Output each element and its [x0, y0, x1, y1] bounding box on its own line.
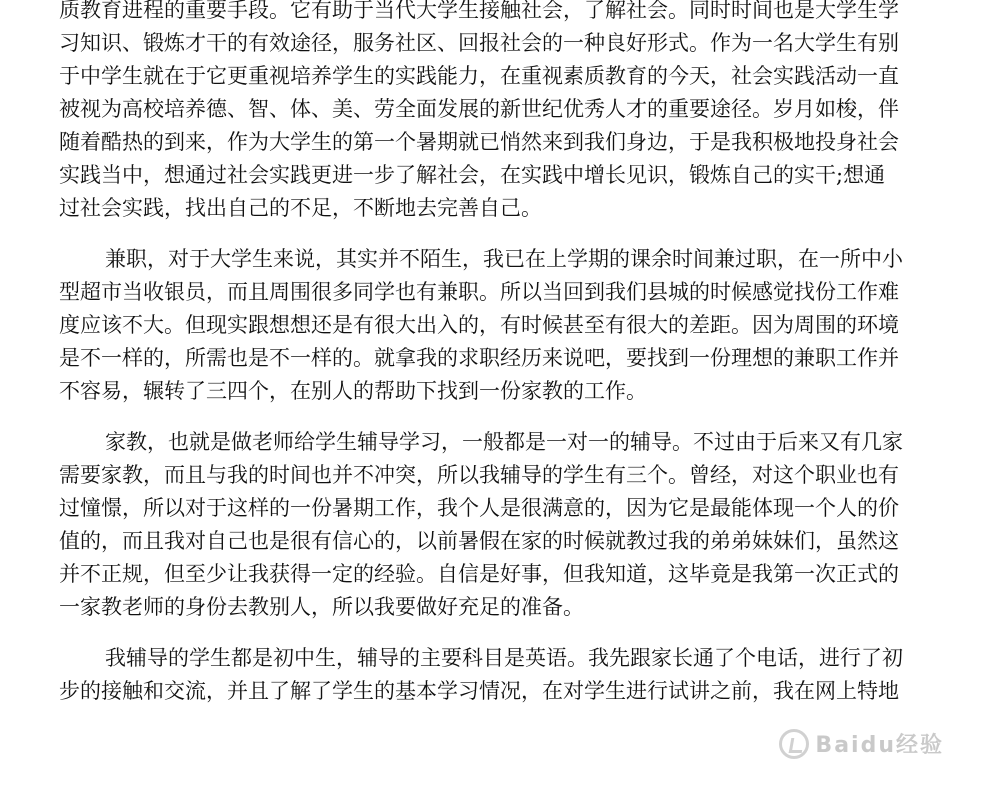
text-line: 随着酷热的到来，作为大学生的第一个暑期就已悄然来到我们身边，于是我积极地投身社会	[59, 130, 899, 154]
baidu-jingyan-watermark	[779, 728, 944, 759]
text-line: 习知识、锻炼才干的有效途径，服务社区、回报社会的一种良好形式。作为一名大学生有别	[59, 31, 899, 55]
text-line: 被视为高校培养德、智、体、美、劳全面发展的新世纪优秀人才的重要途径。岁月如梭，伴	[59, 97, 899, 121]
document-body	[59, 0, 939, 726]
paragraph-2	[59, 243, 939, 408]
paragraph-1	[59, 0, 939, 225]
text-line: 过憧憬，所以对于这样的一份暑期工作，我个人是很满意的，因为它是最能体现一个人的价	[59, 496, 899, 520]
text-line: 一家教老师的身份去教别人，所以我要做好充足的准备。	[59, 595, 584, 619]
text-line: 型超市当收银员，而且周围很多同学也有兼职。所以当回到我们县城的时候感觉找份工作难	[59, 280, 899, 304]
text-line: 于中学生就在于它更重视培养学生的实践能力，在重视素质教育的今天，社会实践活动一直	[59, 64, 899, 88]
text-line: 步的接触和交流，并且了解了学生的基本学习情况，在对学生进行试讲之前，我在网上特地	[59, 679, 899, 703]
watermark-text: Baidu经验	[815, 733, 944, 758]
text-line: 实践当中，想通过社会实践更进一步了解社会，在实践中增长见识，锻炼自己的实干;想通	[59, 163, 886, 187]
text-line: 并不正规，但至少让我获得一定的经验。自信是好事，但我知道，这毕竟是我第一次正式的	[59, 562, 899, 586]
text-line: 值的，而且我对自己也是很有信心的，以前暑假在家的时候就教过我的弟弟妹妹们，虽然这	[59, 529, 899, 553]
baidu-paw-icon	[779, 729, 809, 759]
text-line: 度应该不大。但现实跟想想还是有很大出入的，有时候甚至有很大的差距。因为周围的环境	[59, 313, 899, 337]
paragraph-3	[59, 426, 939, 624]
text-line: 过社会实践，找出自己的不足，不断地去完善自己。	[59, 196, 542, 220]
text-line: 是不一样的，所需也是不一样的。就拿我的求职经历来说吧，要找到一份理想的兼职工作并	[59, 346, 899, 370]
text-line: 兼职，对于大学生来说，其实并不陌生，我已在上学期的课余时间兼过职，在一所中小	[105, 247, 903, 271]
text-line: 我辅导的学生都是初中生，辅导的主要科目是英语。我先跟家长通了个电话，进行了初	[105, 646, 903, 670]
text-line: 需要家教，而且与我的时间也并不冲突，所以我辅导的学生有三个。曾经，对这个职业也有	[59, 463, 899, 487]
paragraph-4	[59, 642, 939, 708]
text-line: 不容易，辗转了三四个，在别人的帮助下找到一份家教的工作。	[59, 379, 647, 403]
text-line: 家教，也就是做老师给学生辅导学习，一般都是一对一的辅导。不过由于后来又有几家	[105, 430, 903, 454]
text-line: 质教育进程的重要手段。它有助于当代大学生接触社会，了解社会。同时时间也是大学生学	[59, 0, 899, 22]
